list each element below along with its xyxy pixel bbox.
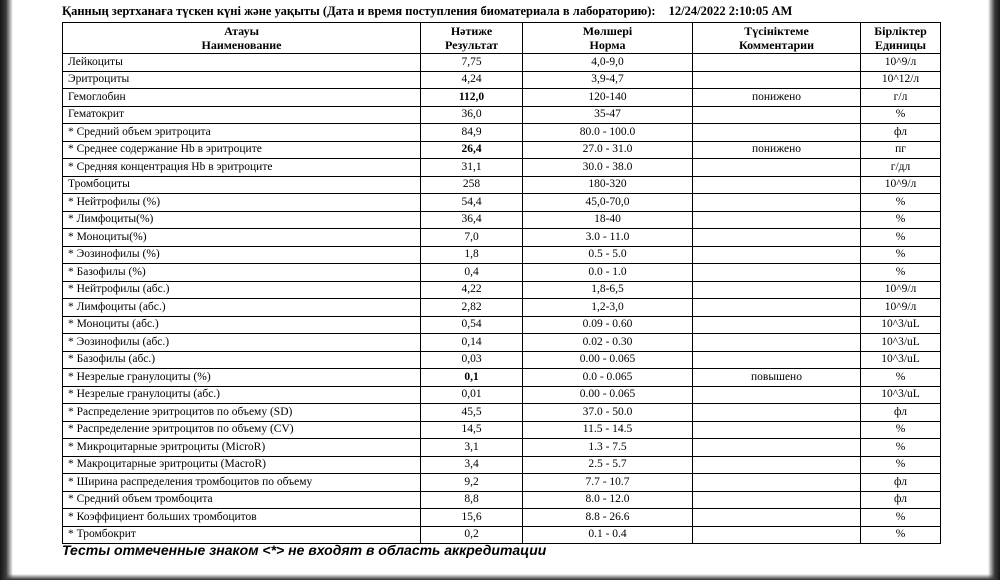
table-body [63,54,941,544]
result-cell: 26,4 [421,141,523,159]
analyte-name-cell: Гематокрит [63,106,421,124]
analyte-name-cell: * Нейтрофилы (%) [63,194,421,212]
norm-cell: 0.0 - 0.065 [523,369,693,387]
table-row [63,211,941,229]
col-header-units-kz: Бірліктер [874,24,927,38]
comment-cell [693,71,861,89]
comment-cell [693,474,861,492]
accreditation-note: Тесты отмеченные знаком <*> не входят в область аккредитации [62,542,547,558]
norm-cell: 11.5 - 14.5 [523,421,693,439]
table-row [63,141,941,159]
comment-cell [693,334,861,352]
result-cell: 0,2 [421,526,523,544]
result-cell: 36,4 [421,211,523,229]
analyte-name-cell: * Среднее содержание Hb в эритроците [63,141,421,159]
result-cell: 4,22 [421,281,523,299]
analyte-name-cell: Гемоглобин [63,89,421,107]
norm-cell: 1,8-6,5 [523,281,693,299]
received-datetime-value: 12/24/2022 2:10:05 AM [668,4,793,18]
col-header-result-ru: Результат [444,38,498,52]
comment-cell [693,456,861,474]
result-cell: 112,0 [421,89,523,107]
table-row [63,491,941,509]
result-cell: 0,4 [421,264,523,282]
norm-cell: 0.09 - 0.60 [523,316,693,334]
result-cell: 45,5 [421,404,523,422]
col-header-norm-ru: Норма [589,38,626,52]
col-header-result-kz: Нәтиже [450,24,493,38]
norm-cell: 3,9-4,7 [523,71,693,89]
result-cell: 15,6 [421,509,523,527]
units-cell: фл [861,404,941,422]
units-cell: 10^3/uL [861,386,941,404]
table-row [63,124,941,142]
col-header-comment-ru: Комментарии [738,38,814,52]
col-header-result [421,23,523,54]
analyte-name-cell: Лейкоциты [63,54,421,72]
result-cell: 36,0 [421,106,523,124]
col-header-units-ru: Единицы [874,38,927,52]
units-cell: 10^3/uL [861,351,941,369]
units-cell: % [861,229,941,247]
received-datetime-label: Қанның зертханаға түскен күні және уақыты (Дата и время поступления биоматериала в лабораторию): [62,4,656,18]
analyte-name-cell: * Распределение эритроцитов по объему (CV) [63,421,421,439]
comment-cell [693,246,861,264]
analyte-name-cell: * Базофилы (%) [63,264,421,282]
analyte-name-cell: * Распределение эритроцитов по объему (SD) [63,404,421,422]
comment-cell [693,54,861,72]
table-row [63,334,941,352]
result-cell: 0,01 [421,386,523,404]
norm-cell: 30.0 - 38.0 [523,159,693,177]
analyte-name-cell: * Ширина распределения тромбоцитов по объему [63,474,421,492]
table-row [63,106,941,124]
norm-cell: 4,0-9,0 [523,54,693,72]
analyte-name-cell: * Макроцитарные эритроциты (MacroR) [63,456,421,474]
norm-cell: 2.5 - 5.7 [523,456,693,474]
table-row [63,264,941,282]
table-row [63,439,941,457]
norm-cell: 80.0 - 100.0 [523,124,693,142]
norm-cell: 8.0 - 12.0 [523,491,693,509]
comment-cell [693,176,861,194]
units-cell: % [861,369,941,387]
units-cell: % [861,246,941,264]
result-cell: 7,0 [421,229,523,247]
table-row [63,386,941,404]
units-cell: 10^3/uL [861,316,941,334]
units-cell: % [861,106,941,124]
units-cell: % [861,526,941,544]
norm-cell: 0.00 - 0.065 [523,351,693,369]
units-cell: 10^9/л [861,54,941,72]
result-cell: 84,9 [421,124,523,142]
scan-edge-bottom [0,574,1000,580]
result-cell: 8,8 [421,491,523,509]
comment-cell [693,526,861,544]
units-cell: 10^9/л [861,281,941,299]
comment-cell: понижено [693,89,861,107]
norm-cell: 37.0 - 50.0 [523,404,693,422]
analyte-name-cell: * Нейтрофилы (абс.) [63,281,421,299]
table-row [63,509,941,527]
comment-cell [693,264,861,282]
comment-cell [693,194,861,212]
table-header [63,23,941,54]
units-cell: % [861,439,941,457]
comment-cell [693,211,861,229]
result-cell: 54,4 [421,194,523,212]
analyte-name-cell: * Незрелые гранулоциты (%) [63,369,421,387]
analyte-name-cell: * Моноциты (абс.) [63,316,421,334]
norm-cell: 18-40 [523,211,693,229]
table-row [63,369,941,387]
col-header-norm-kz: Мөлшері [582,24,633,38]
units-cell: % [861,264,941,282]
analyte-name-cell: * Средний объем эритроцита [63,124,421,142]
table-row [63,456,941,474]
comment-cell [693,159,861,177]
result-cell: 3,1 [421,439,523,457]
comment-cell [693,299,861,317]
comment-cell [693,106,861,124]
norm-cell: 120-140 [523,89,693,107]
comment-cell [693,316,861,334]
units-cell: % [861,509,941,527]
result-cell: 3,4 [421,456,523,474]
result-cell: 258 [421,176,523,194]
table-row [63,526,941,544]
comment-cell [693,386,861,404]
result-cell: 14,5 [421,421,523,439]
result-cell: 0,03 [421,351,523,369]
analyte-name-cell: * Коэффициент больших тромбоцитов [63,509,421,527]
norm-cell: 0.00 - 0.065 [523,386,693,404]
norm-cell: 3.0 - 11.0 [523,229,693,247]
col-header-name-kz: Атауы [224,24,259,38]
table-row [63,194,941,212]
col-header-name [63,23,421,54]
analyte-name-cell: * Моноциты(%) [63,229,421,247]
table-row [63,159,941,177]
units-cell: % [861,211,941,229]
units-cell: фл [861,474,941,492]
table-row [63,316,941,334]
comment-cell [693,124,861,142]
norm-cell: 35-47 [523,106,693,124]
col-header-name-ru: Наименование [201,38,282,52]
units-cell: 10^9/л [861,176,941,194]
units-cell: г/дл [861,159,941,177]
analyte-name-cell: Эритроциты [63,71,421,89]
analyte-name-cell: * Микроцитарные эритроциты (MicroR) [63,439,421,457]
scan-edge-right [988,0,1000,580]
analyte-name-cell: Тромбоциты [63,176,421,194]
norm-cell: 180-320 [523,176,693,194]
norm-cell: 45,0-70,0 [523,194,693,212]
analyte-name-cell: * Эозинофилы (%) [63,246,421,264]
result-cell: 4,24 [421,71,523,89]
comment-cell [693,439,861,457]
col-header-units [861,23,941,54]
table-row [63,229,941,247]
units-cell: г/л [861,89,941,107]
norm-cell: 8.8 - 26.6 [523,509,693,527]
result-cell: 9,2 [421,474,523,492]
norm-cell: 0.5 - 5.0 [523,246,693,264]
comment-cell: повышено [693,369,861,387]
analyte-name-cell: * Базофилы (абс.) [63,351,421,369]
table-row [63,89,941,107]
result-cell: 0,14 [421,334,523,352]
norm-cell: 0.1 - 0.4 [523,526,693,544]
norm-cell: 1,2-3,0 [523,299,693,317]
scan-edge-left [0,0,13,580]
col-header-norm [523,23,693,54]
comment-cell [693,281,861,299]
units-cell: фл [861,124,941,142]
analyte-name-cell: * Средняя концентрация Hb в эритроците [63,159,421,177]
comment-cell: понижено [693,141,861,159]
norm-cell: 27.0 - 31.0 [523,141,693,159]
table-row [63,421,941,439]
table-row [63,299,941,317]
result-cell: 31,1 [421,159,523,177]
result-cell: 1,8 [421,246,523,264]
table-row [63,246,941,264]
comment-cell [693,509,861,527]
units-cell: % [861,194,941,212]
analyte-name-cell: * Средний объем тромбоцита [63,491,421,509]
units-cell: % [861,456,941,474]
analyte-name-cell: * Лимфоциты (абс.) [63,299,421,317]
comment-cell [693,404,861,422]
header-row [63,23,941,54]
comment-cell [693,229,861,247]
comment-cell [693,491,861,509]
table-row [63,281,941,299]
report-header [62,4,962,19]
units-cell: 10^9/л [861,299,941,317]
analyte-name-cell: * Лимфоциты(%) [63,211,421,229]
norm-cell: 0.02 - 0.30 [523,334,693,352]
units-cell: 10^3/uL [861,334,941,352]
norm-cell: 1.3 - 7.5 [523,439,693,457]
table-row [63,54,941,72]
table-row [63,71,941,89]
table-row [63,474,941,492]
analyte-name-cell: * Эозинофилы (абс.) [63,334,421,352]
units-cell: % [861,421,941,439]
norm-cell: 7.7 - 10.7 [523,474,693,492]
table-row [63,176,941,194]
table-row [63,351,941,369]
comment-cell [693,421,861,439]
result-cell: 0,54 [421,316,523,334]
result-cell: 2,82 [421,299,523,317]
comment-cell [693,351,861,369]
result-cell: 7,75 [421,54,523,72]
units-cell: пг [861,141,941,159]
col-header-comment-kz: Түсініктеме [744,24,809,38]
analyte-name-cell: * Незрелые гранулоциты (абс.) [63,386,421,404]
analyte-name-cell: * Тромбокрит [63,526,421,544]
units-cell: фл [861,491,941,509]
norm-cell: 0.0 - 1.0 [523,264,693,282]
table-row [63,404,941,422]
result-cell: 0,1 [421,369,523,387]
lab-results-table [62,22,941,544]
col-header-comment [693,23,861,54]
units-cell: 10^12/л [861,71,941,89]
